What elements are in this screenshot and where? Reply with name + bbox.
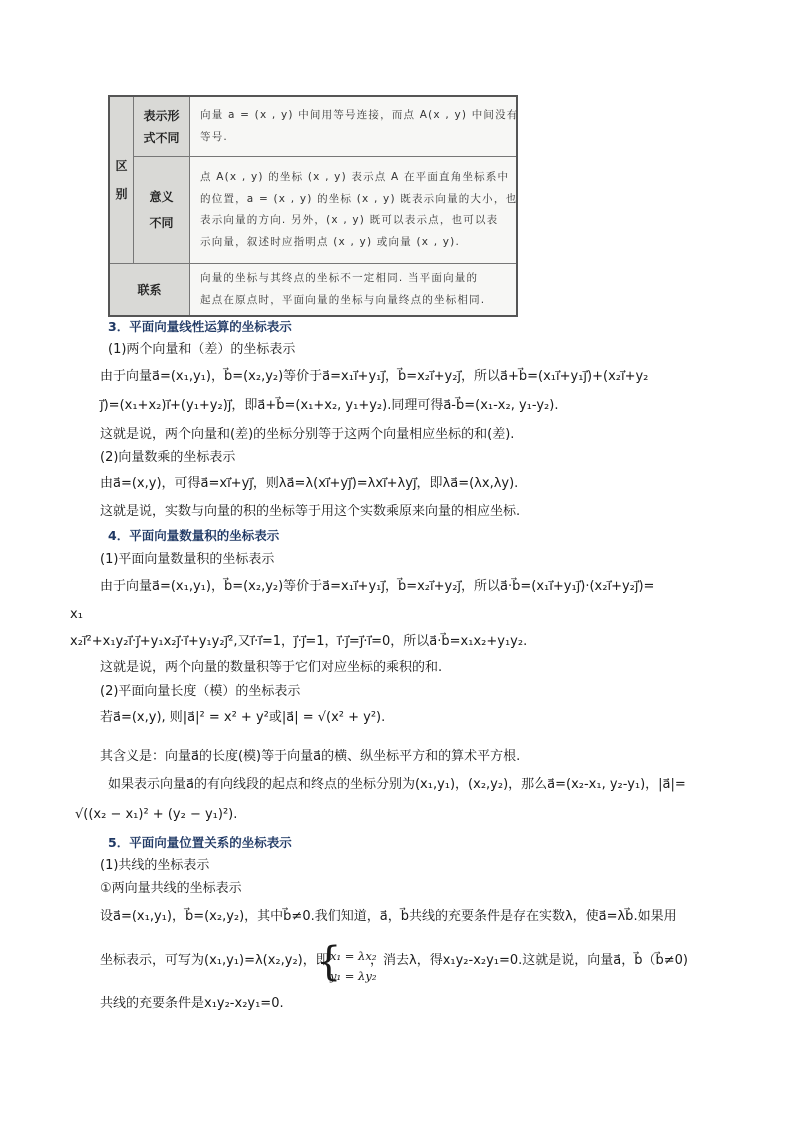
text-line: ，消去λ，得x₁y₂-x₂y₁=0.这就是说，向量a⃗，b⃗（b⃗≠0) — [370, 953, 689, 968]
text-line: x₁ — [70, 607, 83, 622]
text-line: (2)向量数乘的坐标表示 — [100, 450, 236, 465]
text-line: (1)两个向量和（差）的坐标表示 — [108, 342, 296, 357]
table-label-relation: 联系 — [110, 264, 190, 315]
table-label-difference: 区 别 — [110, 97, 134, 264]
text-line: 坐标表示，可写为(x₁,y₁)=λ(x₂,y₂)，即 — [100, 953, 329, 968]
text-line: 由于向量a⃗=(x₁,y₁)，b⃗=(x₂,y₂)等价于a⃗=x₁i⃗+y₁j⃗，b⃗=x₂i⃗+y₂j⃗，所以a⃗·b⃗=(x₁i⃗+y₁j⃗)·(x₂i⃗+y₂j⃗)= — [100, 579, 655, 594]
comparison-table — [108, 95, 518, 317]
text-line: 如果表示向量a⃗的有向线段的起点和终点的坐标分别为(x₁,y₁)，(x₂,y₂)，那么a⃗=(x₂-x₁, y₂-y₁)，|a⃗|= — [108, 777, 686, 792]
text-line: 这就是说，实数与向量的积的坐标等于用这个实数乘原来向量的相应坐标. — [100, 504, 521, 519]
text-line: 共线的充要条件是x₁y₂-x₂y₁=0. — [100, 996, 284, 1011]
text-line: 若a⃗=(x,y), 则|a⃗|² = x² + y²或|a⃗| = √(x² + y²). — [100, 710, 386, 725]
section-heading: 3．平面向量线性运算的坐标表示 — [108, 319, 292, 334]
text-line: (1)共线的坐标表示 — [100, 858, 210, 873]
text-line: j⃗)=(x₁+x₂)i⃗+(y₁+y₂)j⃗，即a⃗+b⃗=(x₁+x₂, y₁+y₂).同理可得a⃗-b⃗=(x₁-x₂, y₁-y₂). — [100, 398, 559, 413]
text-line: 设a⃗=(x₁,y₁)，b⃗=(x₂,y₂)，其中b⃗≠0.我们知道，a⃗，b⃗共线的充要条件是存在实数λ，使a⃗=λb⃗.如果用 — [100, 909, 677, 924]
text-line: 其含义是：向量a⃗的长度(模)等于向量a⃗的横、纵坐标平方和的算术平方根. — [100, 749, 521, 764]
system-eq1: x₁ = λx₂ — [330, 949, 377, 963]
table-label-form: 表示形 式不同 — [134, 97, 190, 157]
table-text-meaning: 点 A(x , y) 的坐标 (x , y) 表示点 A 在平面直角坐标系中 的位置，a = (x , y) 的坐标 (x , y) 既表示向量的大小，也 表示向量的方向. 另外，(x , y) 既可以表示点，也可以表 示向量，叙述时应指明点 (x , y) 或向量 (x , y). — [190, 157, 516, 264]
section-heading: 5．平面向量位置关系的坐标表示 — [108, 835, 292, 850]
system-brace: { — [316, 939, 342, 985]
table-text-form: 向量 a = (x , y) 中间用等号连接，而点 A(x , y) 中间没有 等号. — [190, 97, 516, 157]
text-line: ①两向量共线的坐标表示 — [100, 881, 242, 896]
text-line: (2)平面向量长度（模）的坐标表示 — [100, 684, 301, 699]
text-line: 由于向量a⃗=(x₁,y₁)，b⃗=(x₂,y₂)等价于a⃗=x₁i⃗+y₁j⃗，b⃗=x₂i⃗+y₂j⃗，所以a⃗+b⃗=(x₁i⃗+y₁j⃗)+(x₂i⃗+y₂ — [100, 369, 649, 384]
text-line: x₂i⃗²+x₁y₂i⃗·j⃗+y₁x₂j⃗·i⃗+y₁y₂j⃗²,又i⃗·i⃗=1，j⃗·j⃗=1，i⃗·j⃗=j⃗·i⃗=0，所以a⃗·b⃗=x₁x₂+y₁y₂. — [70, 634, 528, 649]
system-eq2: y₁ = λy₂ — [330, 969, 377, 983]
section-heading: 4．平面向量数量积的坐标表示 — [108, 528, 280, 543]
table-label-meaning: 意义 不同 — [134, 157, 190, 264]
text-line: 这就是说，两个向量和(差)的坐标分别等于这两个向量相应坐标的和(差). — [100, 427, 515, 442]
text-line: 由a⃗=(x,y)，可得a⃗=xi⃗+yj⃗，则λa⃗=λ(xi⃗+yj⃗)=λxi⃗+λyj⃗，即λa⃗=(λx,λy). — [100, 476, 519, 491]
text-line: (1)平面向量数量积的坐标表示 — [100, 552, 275, 567]
table-text-relation: 向量的坐标与其终点的坐标不一定相同. 当平面向量的 起点在原点时，平面向量的坐标与向量终点的坐标相同. — [190, 264, 516, 315]
text-line: √((x₂ − x₁)² + (y₂ − y₁)²). — [75, 807, 238, 822]
text-line: 这就是说，两个向量的数量积等于它们对应坐标的乘积的和. — [100, 660, 443, 675]
